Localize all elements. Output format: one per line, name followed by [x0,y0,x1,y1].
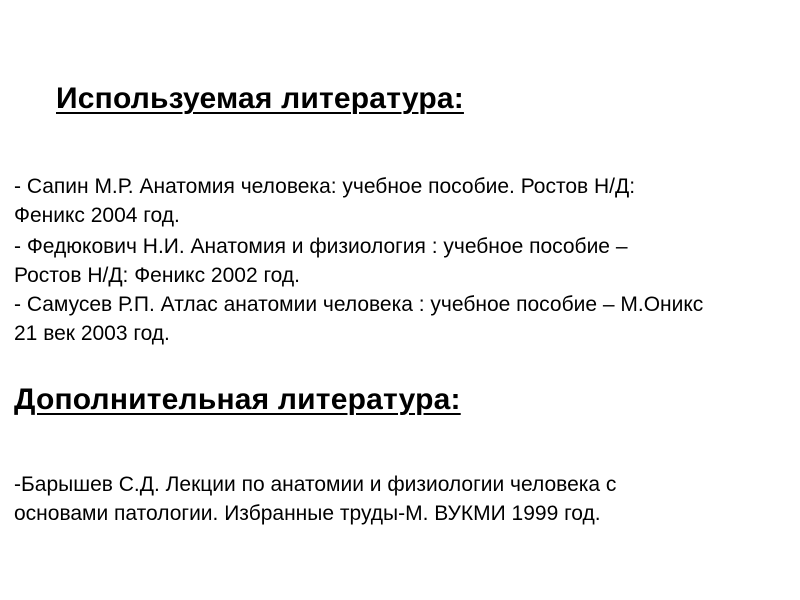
entry-line: -Барышев С.Д. Лекции по анатомии и физиологии человека с [14,473,617,496]
literature-entry [14,232,794,290]
entry-line: Феникс 2004 год. [14,204,180,227]
entry-line: - Сапин М.Р. Анатомия человека: учебное пособие. Ростов Н/Д: [14,175,636,198]
entry-line: Ростов Н/Д: Феникс 2002 год. [14,264,300,287]
main-literature-heading: Используемая литература: [56,82,464,115]
literature-entry [14,470,794,528]
entry-line: - Самусев Р.П. Атлас анатомии человека : учебное пособие – М.Оникс [14,293,704,316]
literature-entry [14,172,794,230]
literature-entry [14,290,794,348]
additional-literature-heading: Дополнительная литература: [14,383,461,416]
entry-line: - Федюкович Н.И. Анатомия и физиология : учебное пособие – [14,235,628,258]
entry-line: 21 век 2003 год. [14,322,170,345]
entry-line: основами патологии. Избранные труды-М. ВУКМИ 1999 год. [14,502,601,525]
